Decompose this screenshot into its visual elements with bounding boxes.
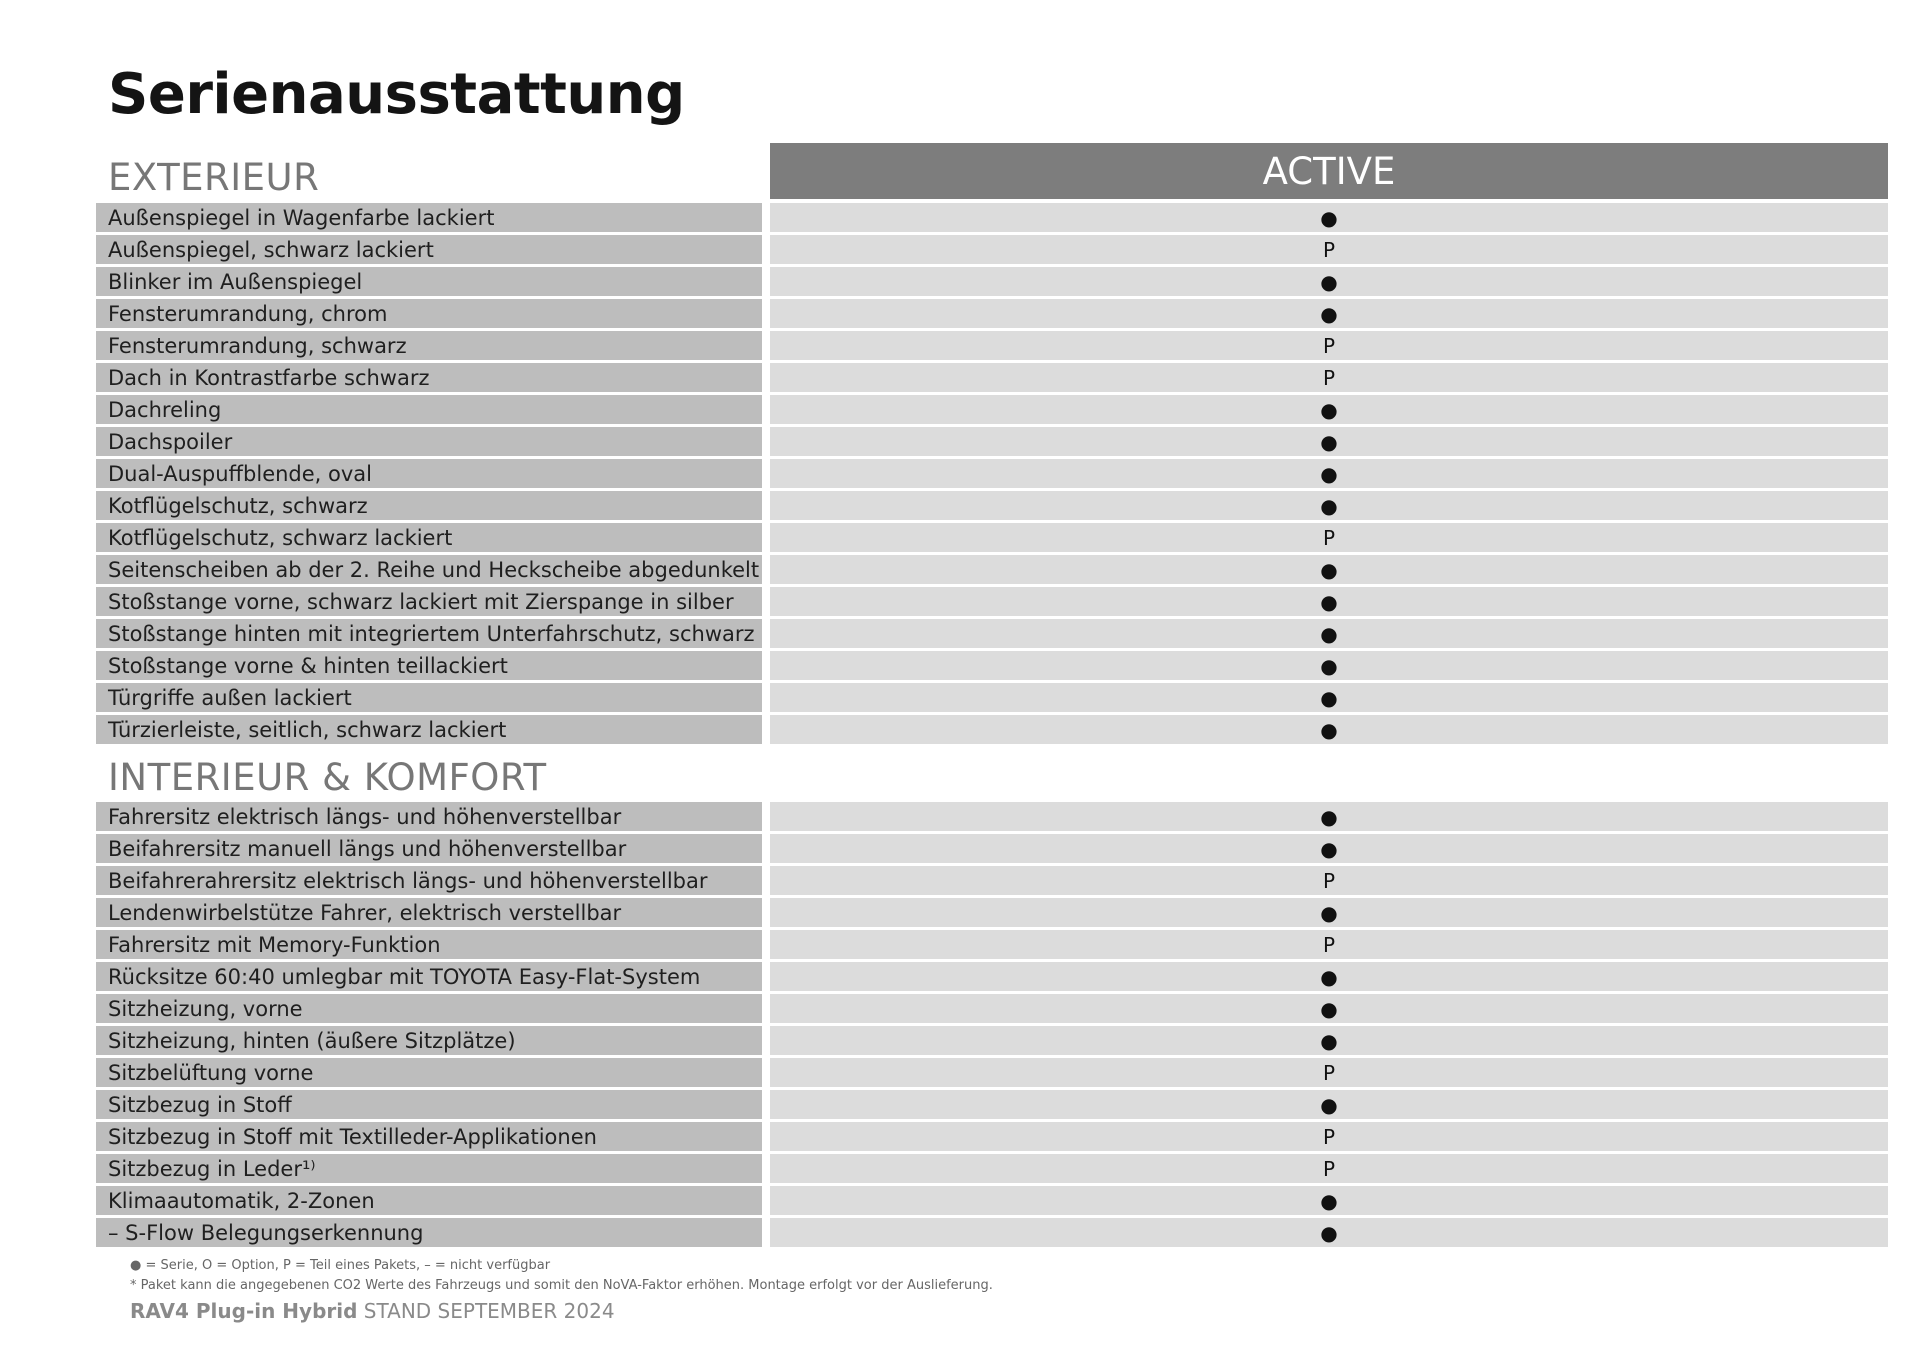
feature-availability: ●	[770, 1090, 1888, 1122]
table-row	[96, 203, 1888, 235]
table-row	[96, 1090, 1888, 1122]
feature-availability: ●	[770, 1186, 1888, 1218]
table-row	[96, 331, 1888, 363]
feature-label: Stoßstange vorne & hinten teillackiert	[96, 651, 762, 683]
feature-label: Rücksitze 60:40 umlegbar mit TOYOTA Easy-Flat-System	[96, 962, 762, 994]
feature-availability: ●	[770, 395, 1888, 427]
table-row	[96, 994, 1888, 1026]
feature-label: Kotflügelschutz, schwarz	[96, 491, 762, 523]
feature-label: Sitzheizung, vorne	[96, 994, 762, 1026]
table-row	[96, 1122, 1888, 1154]
feature-availability: ●	[770, 459, 1888, 491]
feature-label: Türgriffe außen lackiert	[96, 683, 762, 715]
table-row	[96, 898, 1888, 930]
legend-key: ● = Serie, O = Option, P = Teil eines Pakets, – = nicht verfügbar	[130, 1258, 551, 1273]
feature-label: Stoßstange hinten mit integriertem Unterfahrschutz, schwarz	[96, 619, 762, 651]
feature-availability: P	[770, 235, 1888, 267]
table-row	[96, 1058, 1888, 1090]
table-row	[96, 1218, 1888, 1250]
feature-label: Sitzbezug in Stoff mit Textilleder-Applikationen	[96, 1122, 762, 1154]
exterieur-table	[96, 203, 1888, 747]
feature-label: Fahrersitz elektrisch längs- und höhenverstellbar	[96, 802, 762, 834]
feature-availability: ●	[770, 1026, 1888, 1058]
feature-label: Kotflügelschutz, schwarz lackiert	[96, 523, 762, 555]
legend-footnote: * Paket kann die angegebenen CO2 Werte des Fahrzeugs und somit den NoVA-Faktor erhöhen. Montage erfolgt vor der Auslieferung.	[130, 1278, 993, 1293]
table-row	[96, 962, 1888, 994]
section-title-exterieur: EXTERIEUR	[108, 156, 320, 199]
table-row	[96, 395, 1888, 427]
table-row	[96, 235, 1888, 267]
column-header-active: ACTIVE	[770, 143, 1888, 199]
feature-availability: P	[770, 930, 1888, 962]
table-row	[96, 1026, 1888, 1058]
feature-availability: ●	[770, 1218, 1888, 1250]
feature-label: Dachspoiler	[96, 427, 762, 459]
table-row	[96, 651, 1888, 683]
table-row	[96, 715, 1888, 747]
feature-availability: P	[770, 523, 1888, 555]
table-row	[96, 427, 1888, 459]
feature-availability: ●	[770, 683, 1888, 715]
page-title: Serienausstattung	[108, 62, 685, 127]
table-row	[96, 267, 1888, 299]
table-row	[96, 523, 1888, 555]
footer-date: STAND SEPTEMBER 2024	[357, 1299, 615, 1323]
feature-label: Dachreling	[96, 395, 762, 427]
section-title-interieur-komfort: INTERIEUR & KOMFORT	[108, 756, 547, 799]
table-row	[96, 363, 1888, 395]
feature-label: Dach in Kontrastfarbe schwarz	[96, 363, 762, 395]
table-row	[96, 866, 1888, 898]
feature-label: Dual-Auspuffblende, oval	[96, 459, 762, 491]
table-row	[96, 1154, 1888, 1186]
feature-label: Außenspiegel in Wagenfarbe lackiert	[96, 203, 762, 235]
legend	[130, 1256, 993, 1296]
table-row	[96, 459, 1888, 491]
feature-label: Blinker im Außenspiegel	[96, 267, 762, 299]
feature-availability: ●	[770, 299, 1888, 331]
feature-availability: ●	[770, 491, 1888, 523]
feature-availability: ●	[770, 587, 1888, 619]
feature-label: Stoßstange vorne, schwarz lackiert mit Zierspange in silber	[96, 587, 762, 619]
feature-label: Außenspiegel, schwarz lackiert	[96, 235, 762, 267]
feature-availability: ●	[770, 651, 1888, 683]
feature-availability: ●	[770, 715, 1888, 747]
feature-availability: ●	[770, 962, 1888, 994]
feature-label: Klimaautomatik, 2-Zonen	[96, 1186, 762, 1218]
feature-availability: ●	[770, 203, 1888, 235]
footer-model: RAV4 Plug-in Hybrid	[130, 1299, 358, 1323]
feature-label: Sitzbelüftung vorne	[96, 1058, 762, 1090]
table-row	[96, 587, 1888, 619]
feature-label: Sitzbezug in Stoff	[96, 1090, 762, 1122]
feature-label: Seitenscheiben ab der 2. Reihe und Heckscheibe abgedunkelt	[96, 555, 762, 587]
feature-availability: ●	[770, 267, 1888, 299]
feature-availability: ●	[770, 427, 1888, 459]
feature-availability: P	[770, 866, 1888, 898]
feature-label: Beifahrerahrersitz elektrisch längs- und höhenverstellbar	[96, 866, 762, 898]
feature-label: – S-Flow Belegungserkennung	[96, 1218, 762, 1250]
table-row	[96, 802, 1888, 834]
feature-availability: P	[770, 363, 1888, 395]
feature-availability: ●	[770, 834, 1888, 866]
feature-label: Türzierleiste, seitlich, schwarz lackiert	[96, 715, 762, 747]
feature-availability: P	[770, 1122, 1888, 1154]
table-row	[96, 683, 1888, 715]
feature-availability: P	[770, 1058, 1888, 1090]
feature-label: Sitzheizung, hinten (äußere Sitzplätze)	[96, 1026, 762, 1058]
interieur-komfort-table	[96, 802, 1888, 1250]
table-row	[96, 491, 1888, 523]
feature-label: Fensterumrandung, schwarz	[96, 331, 762, 363]
feature-label: Fahrersitz mit Memory-Funktion	[96, 930, 762, 962]
feature-availability: ●	[770, 898, 1888, 930]
table-row	[96, 930, 1888, 962]
table-row	[96, 619, 1888, 651]
feature-availability: ●	[770, 994, 1888, 1026]
table-row	[96, 555, 1888, 587]
table-row	[96, 1186, 1888, 1218]
feature-label: Sitzbezug in Leder¹⁾	[96, 1154, 762, 1186]
feature-label: Fensterumrandung, chrom	[96, 299, 762, 331]
feature-availability: P	[770, 1154, 1888, 1186]
feature-label: Beifahrersitz manuell längs und höhenverstellbar	[96, 834, 762, 866]
feature-label: Lendenwirbelstütze Fahrer, elektrisch verstellbar	[96, 898, 762, 930]
feature-availability: ●	[770, 802, 1888, 834]
feature-availability: ●	[770, 619, 1888, 651]
feature-availability: P	[770, 331, 1888, 363]
table-row	[96, 834, 1888, 866]
table-row	[96, 299, 1888, 331]
footer	[130, 1299, 615, 1323]
feature-availability: ●	[770, 555, 1888, 587]
